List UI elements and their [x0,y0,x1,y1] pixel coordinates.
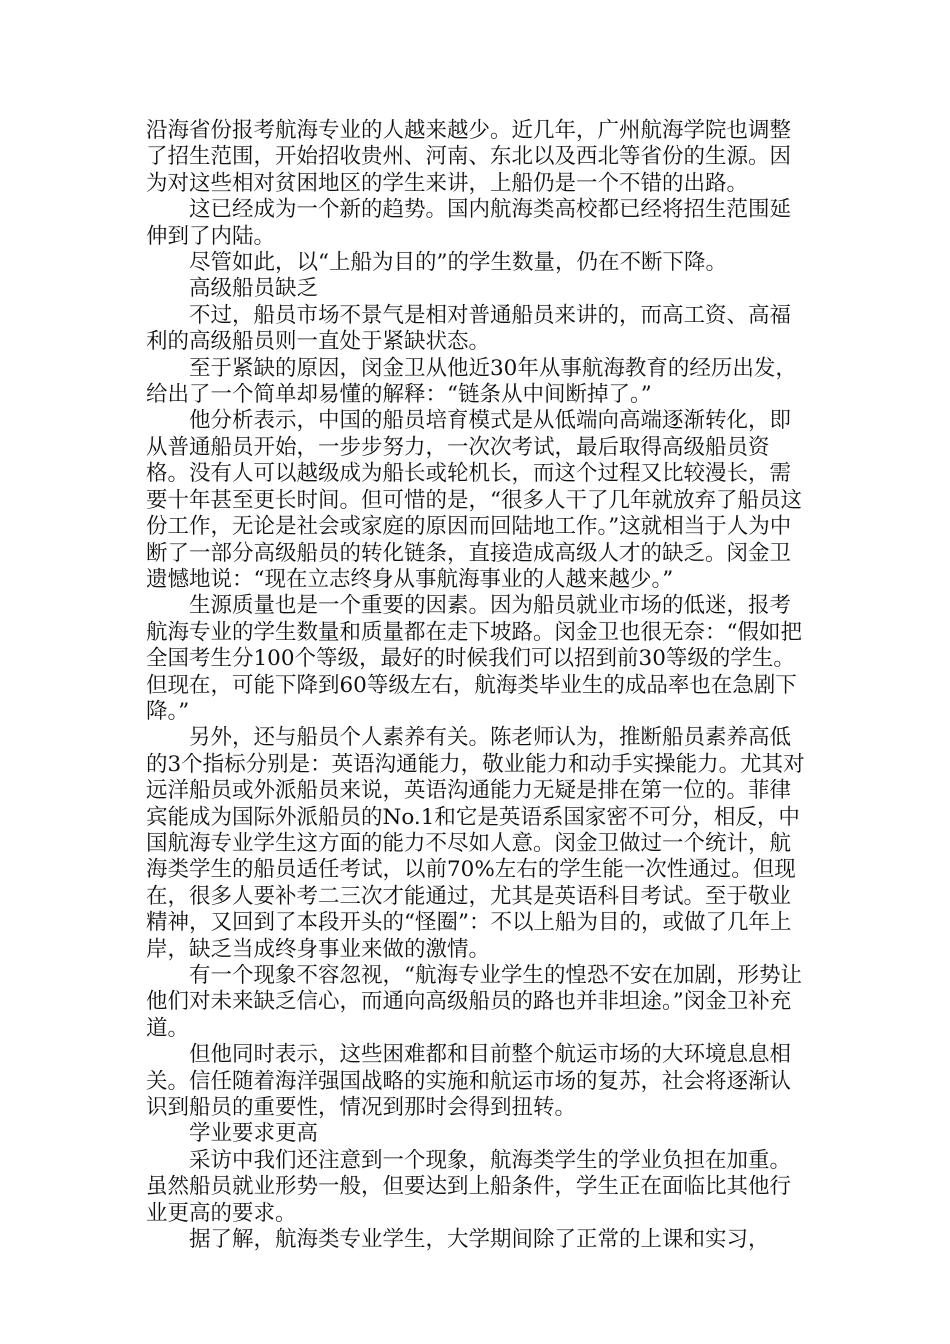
paragraph-7: 生源质量也是一个重要的因素。因为船员就业市场的低迷，报考航海专业的学生数量和质量都在走下坡路。闵金卫也很无奈：“假如把全国考生分100个等级，最好的时候我们可以招到前30等级的学生。但现在，可能下降到60等级左右，航海类毕业生的成品率也在急剧下降。” [146,593,802,724]
paragraph-5: 至于紧缺的原因，闵金卫从他近30年从事航海教育的经历出发，给出了一个简单却易懂的解释：“链条从中间断掉了。” [146,355,797,408]
paragraph-4: 不过，船员市场不景气是相对普通船员来讲的，而高工资、高福利的高级船员则一直处于紧缺状态。 [146,302,792,355]
section-heading-senior-crew-shortage: 高级船员缺乏 [189,276,319,302]
section-heading-higher-academic-requirements: 学业要求更高 [189,1121,319,1147]
paragraph-2: 这已经成为一个新的趋势。国内航海类高校都已经将招生范围延伸到了内陆。 [146,197,792,249]
paragraph-10: 但他同时表示，这些困难都和目前整个航运市场的大环境息息相关。信任随着海洋强国战略的实施和航运市场的复苏，社会将逐渐认识到船员的重要性，情况到那时会得到扭转。 [146,1042,792,1121]
paragraph-3: 尽管如此，以“上船为目的”的学生数量，仍在不断下降。 [189,250,727,276]
paragraph-12: 据了解，航海类专业学生，大学期间除了正常的上课和实习， [189,1227,770,1253]
paragraph-9: 有一个现象不容忽视，“航海专业学生的惶恐不安在加剧，形势让他们对未来缺乏信心，而通向高级船员的路也并非坦途。”闵金卫补充道。 [146,963,802,1041]
paragraph-8: 另外，还与船员个人素养有关。陈老师认为，推断船员素养高低的3个指标分别是：英语沟通能力，敬业能力和动手实操能力。尤其对远洋船员或外派船员来说，英语沟通能力无疑是排在第一位的。菲律宾能成为国际外派船员的No.1和它是英语系国家密不可分，相反，中国航海专业学生这方面的能力不尽如人意。闵金卫做过一个统计，航海类学生的船员适任考试，以前70%左右的学生能一次性通过。但现在，很多人要补考二三次才能通过，尤其是英语科目考试。至于敬业精神，又回到了本段开头的“怪圈”：不以上船为目的，或做了几年上岸，缺乏当成终身事业来做的激情。 [146,725,805,962]
paragraph-11: 采访中我们还注意到一个现象，航海类学生的学业负担在加重。虽然船员就业形势一般，但要达到上船条件，学生正在面临比其他行业更高的要求。 [146,1147,792,1226]
paragraph-1: 沿海省份报考航海专业的人越来越少。近几年，广州航海学院也调整了招生范围，开始招收贵州、河南、东北以及西北等省份的生源。因为对这些相对贫困地区的学生来讲，上船仍是一个不错的出路。 [146,118,792,196]
paragraph-6: 他分析表示，中国的船员培育模式是从低端向高端逐渐转化，即从普通船员开始，一步步努力，一次次考试，最后取得高级船员资格。没有人可以越级成为船长或轮机长，而这个过程又比较漫长，需要十年甚至更长时间。但可惜的是，“很多人干了几年就放弃了船员这份工作，无论是社会或家庭的原因而回陆地工作。”这就相当于人为中断了一部分高级船员的转化链条，直接造成高级人才的缺乏。闵金卫遗憾地说：“现在立志终身从事航海事业的人越来越少。” [146,408,802,592]
document-body [146,118,812,1253]
